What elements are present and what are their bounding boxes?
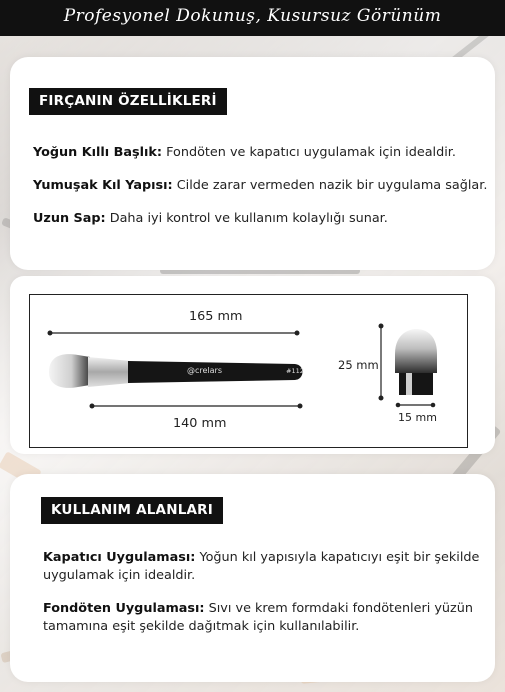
usage-item: [43, 600, 483, 636]
total-length-label: 165 mm: [189, 309, 243, 324]
total-length-dimension-line: [48, 331, 300, 336]
brush-side-view: [49, 354, 303, 388]
handle-length-label: 140 mm: [173, 416, 227, 431]
brush-front-view: [395, 329, 437, 395]
banner-title: Profesyonel Dokunuş, Kusursuz Görünüm: [63, 6, 442, 26]
usage-text: Yoğun kıl yapısıyla kapatıcıyı eşit bir şekilde uygulamak için idealdir.: [43, 550, 480, 583]
head-height-label: 25 mm: [338, 358, 379, 372]
feature-label: Uzun Sap:: [33, 211, 106, 226]
head-width-dimension-line: [396, 403, 436, 408]
usage-item: [43, 549, 483, 585]
feature-text: Fondöten ve kapatıcı uygulamak için idealdir.: [162, 145, 456, 160]
handle-length-dimension-line: [90, 404, 303, 409]
head-height-dimension-line: [379, 324, 384, 401]
feature-label: Yumuşak Kıl Yapısı:: [33, 178, 173, 193]
features-heading: FIRÇANIN ÖZELLİKLERİ: [29, 88, 227, 115]
head-width-label: 15 mm: [398, 411, 437, 424]
usage-heading: KULLANIM ALANLARI: [41, 497, 223, 524]
feature-text: Daha iyi kontrol ve kullanım kolaylığı sunar.: [105, 211, 388, 226]
model-number: #112: [286, 367, 304, 375]
feature-label: Yoğun Kıllı Başlık:: [33, 145, 163, 160]
usage-text: Sıvı ve krem formdaki fondötenleri yüzün tamamına eşit şekilde dağıtmak için kullanılabilir.: [43, 601, 473, 634]
usage-label: Kapatıcı Uygulaması:: [43, 550, 196, 565]
brand-logo-text: @crelars: [187, 366, 223, 375]
usage-label: Fondöten Uygulaması:: [43, 601, 205, 616]
feature-text: Cilde zarar vermeden nazik bir uygulama sağlar.: [172, 178, 488, 193]
